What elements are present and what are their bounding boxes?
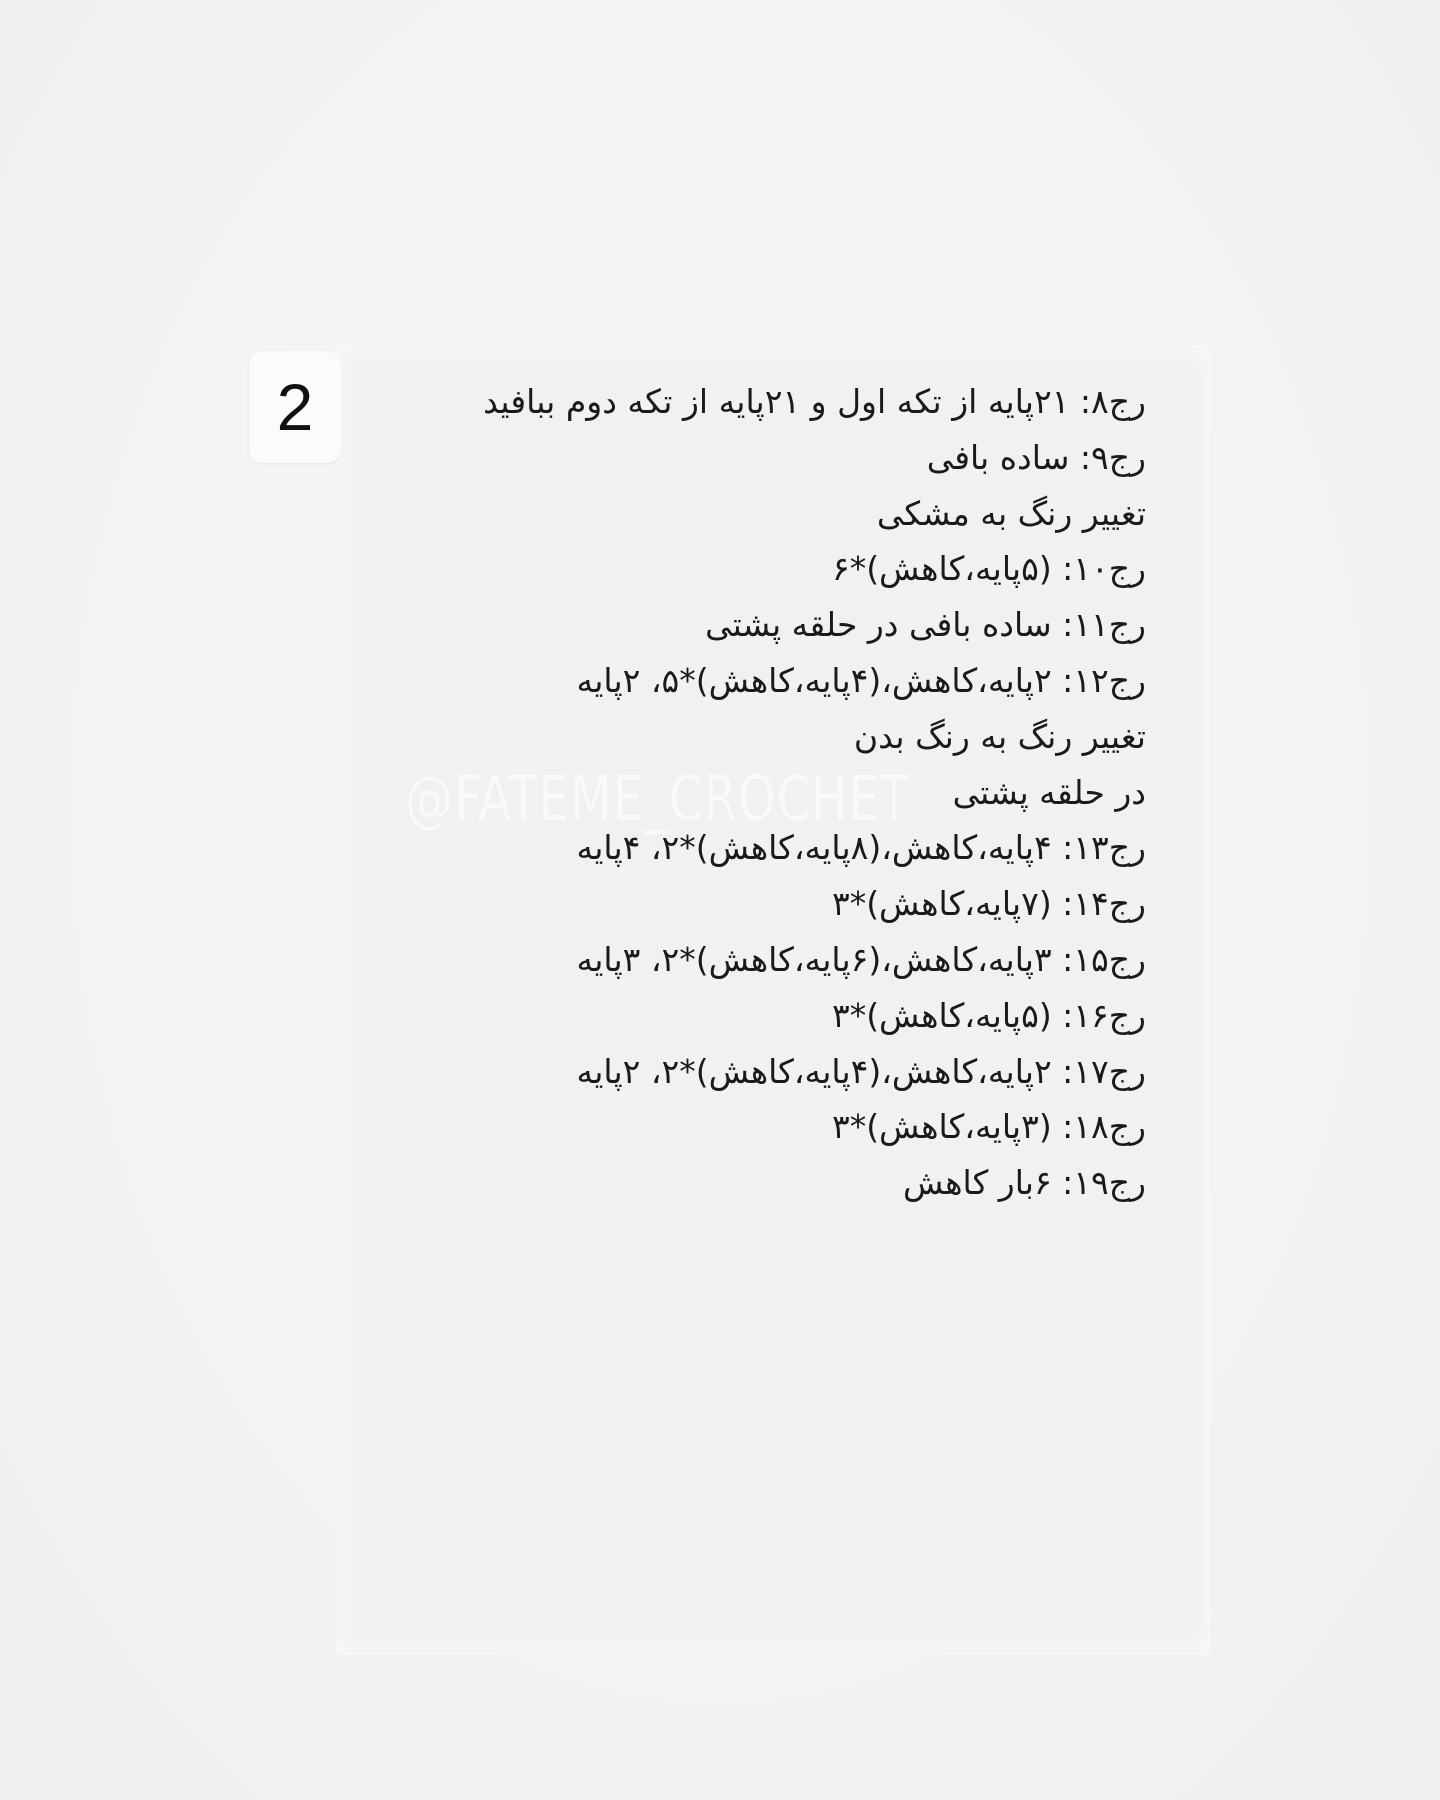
- instruction-line: رج۸: ۲۱پایه از تکه اول و ۲۱پایه از تکه دوم ببافید: [483, 382, 1146, 421]
- instruction-line: تغییر رنگ به مشکی: [876, 493, 1146, 533]
- instruction-line: رج۱۰: (۵پایه،کاهش)*۶: [831, 549, 1146, 589]
- instruction-line: رج۹: ساده بافی: [926, 437, 1146, 477]
- instruction-line: رج۱۳: ۴پایه،کاهش،(۸پایه،کاهش)*۲، ۴پایه: [576, 828, 1146, 868]
- page-number: 2: [276, 370, 314, 444]
- instruction-line: تغییر رنگ به رنگ بدن: [853, 716, 1146, 756]
- instruction-line: رج۱۸: (۳پایه،کاهش)*۳: [831, 1107, 1146, 1147]
- page-number-badge: [249, 351, 341, 463]
- instruction-line: رج۱۲: ۲پایه،کاهش،(۴پایه،کاهش)*۵، ۲پایه: [576, 660, 1146, 700]
- instruction-line: رج۱۹: ۶بار کاهش: [903, 1163, 1146, 1203]
- watermark-handle: @FATEME_CROCHET: [405, 761, 910, 835]
- instruction-line: رج۱۵: ۳پایه،کاهش،(۶پایه،کاهش)*۲، ۳پایه: [576, 939, 1146, 979]
- instruction-line: رج۱۴: (۷پایه،کاهش)*۳: [831, 884, 1146, 924]
- instruction-line: رج۱۷: ۲پایه،کاهش،(۴پایه،کاهش)*۲، ۲پایه: [576, 1051, 1146, 1091]
- instruction-line: رج۱۶: (۵پایه،کاهش)*۳: [831, 995, 1146, 1035]
- instruction-line: در حلقه پشتی: [952, 772, 1146, 812]
- instruction-line: رج۱۱: ساده بافی در حلقه پشتی: [705, 605, 1146, 645]
